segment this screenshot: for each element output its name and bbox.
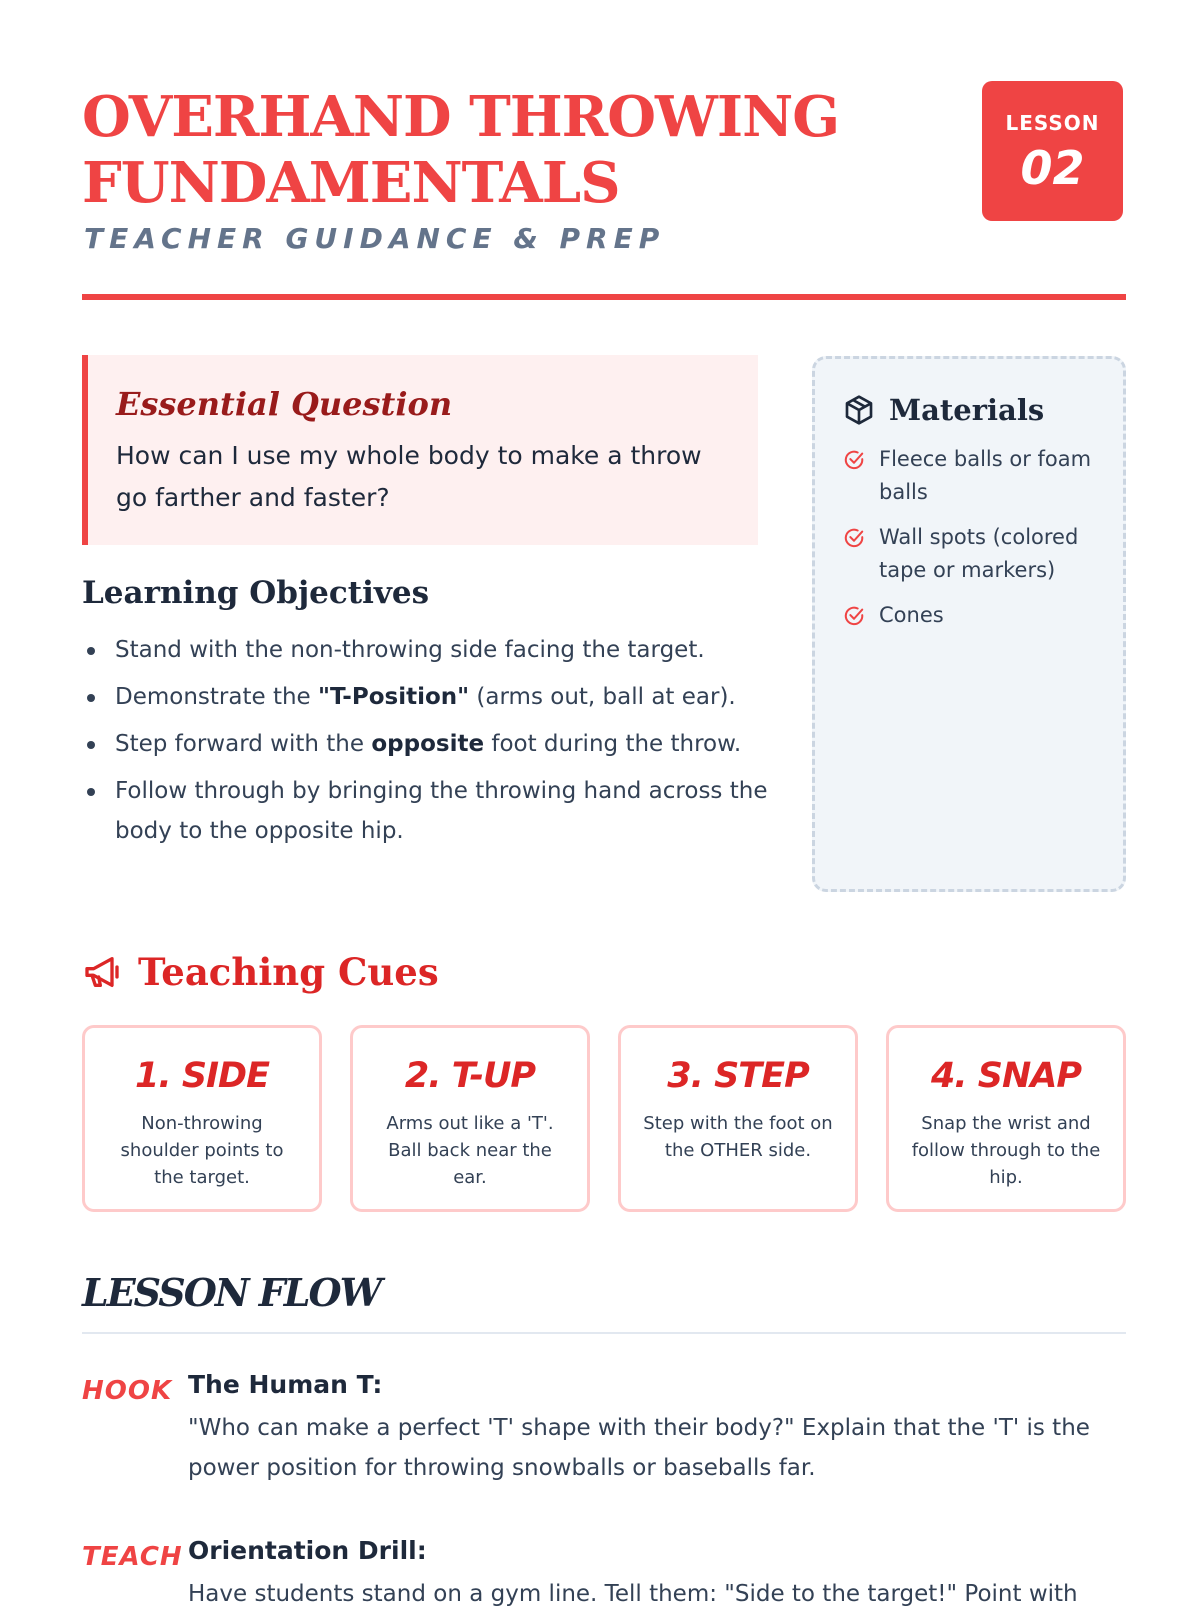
check-circle-icon: [843, 527, 865, 549]
megaphone-icon: [82, 952, 122, 992]
objective-text-post: foot during the throw.: [484, 731, 742, 757]
essential-question-box: [82, 355, 758, 545]
objective-text-pre: Step forward with the: [115, 731, 372, 757]
flow-step-tag: TEACH: [82, 1542, 183, 1572]
objective-text: Stand with the non-throwing side facing the target.: [115, 637, 705, 663]
materials-list: [843, 443, 1103, 644]
objective-item: [82, 724, 772, 764]
material-item: [843, 521, 1103, 587]
teaching-cues-row: [82, 1025, 1126, 1212]
title-line-1: OVERHAND THROWING: [82, 84, 840, 150]
material-text: Wall spots (colored tape or markers): [879, 525, 1079, 582]
lesson-badge: [982, 81, 1123, 221]
objective-text: Follow through by bringing the throwing hand across the body to the opposite hip.: [115, 778, 768, 844]
cue-description: Arms out like a 'T'. Ball back near the ear.: [386, 1113, 554, 1188]
objective-text-pre: Demonstrate the: [115, 684, 319, 710]
teaching-cues-title: Teaching Cues: [138, 950, 439, 994]
objective-text-post: (arms out, ball at ear).: [469, 684, 736, 710]
objective-item: [82, 771, 772, 851]
flow-step-text: "Who can make a perfect 'T' shape with their body?" Explain that the 'T' is the power position for throwing snowballs or baseballs far.: [188, 1415, 1090, 1481]
title-line-2: FUNDAMENTALS: [82, 150, 620, 216]
material-item: [843, 443, 1103, 509]
materials-card: [812, 356, 1126, 892]
cue-description: Snap the wrist and follow through to the hip.: [911, 1113, 1101, 1188]
lesson-page: [82, 0, 1126, 1607]
objective-item: [82, 677, 772, 717]
cue-description: Step with the foot on the OTHER side.: [643, 1113, 833, 1161]
essential-question-title: Essential Question: [116, 385, 453, 423]
materials-title: Materials: [889, 393, 1045, 427]
cue-name: 3. STEP: [667, 1056, 809, 1096]
lesson-flow-divider: [82, 1332, 1126, 1334]
cue-card-snap: [886, 1025, 1126, 1212]
cue-description: Non-throwing shoulder points to the target.: [120, 1113, 284, 1188]
flow-step-body: [188, 1368, 1126, 1488]
box-icon: [843, 394, 875, 426]
cue-card-t-up: [350, 1025, 590, 1212]
objective-item: [82, 630, 772, 670]
header-divider: [82, 294, 1126, 300]
material-text: Fleece balls or foam balls: [879, 447, 1092, 504]
flow-step-title: Orientation Drill:: [188, 1536, 427, 1565]
page-subtitle: TEACHER GUIDANCE & PREP: [84, 222, 666, 255]
cue-card-side: [82, 1025, 322, 1212]
flow-step-body: [188, 1534, 1126, 1614]
objective-text-bold: "T-Position": [318, 684, 470, 710]
essential-question-text: How can I use my whole body to make a throw go farther and faster?: [116, 441, 702, 512]
check-circle-icon: [843, 605, 865, 627]
lesson-badge-number: 02: [1020, 141, 1085, 195]
material-text: Cones: [879, 603, 944, 627]
objective-text-bold: opposite: [371, 731, 485, 757]
flow-step-title: The Human T:: [188, 1370, 383, 1399]
teaching-cues-header: [82, 950, 439, 994]
material-item: [843, 599, 1103, 632]
cue-name: 2. T-UP: [404, 1056, 536, 1096]
flow-step-tag: HOOK: [82, 1376, 173, 1406]
cue-name: 1. SIDE: [134, 1056, 270, 1096]
lesson-badge-label: LESSON: [1005, 111, 1100, 135]
cue-name: 4. SNAP: [930, 1056, 1082, 1096]
flow-step-text: Have students stand on a gym line. Tell them: "Side to the target!" Point with: [188, 1581, 1078, 1607]
objectives-list: [82, 630, 772, 858]
lesson-flow-title: LESSON FLOW: [82, 1270, 381, 1315]
page-title: [82, 84, 882, 216]
check-circle-icon: [843, 449, 865, 471]
cue-card-step: [618, 1025, 858, 1212]
materials-header: [843, 393, 1044, 427]
objectives-title: Learning Objectives: [82, 575, 430, 611]
